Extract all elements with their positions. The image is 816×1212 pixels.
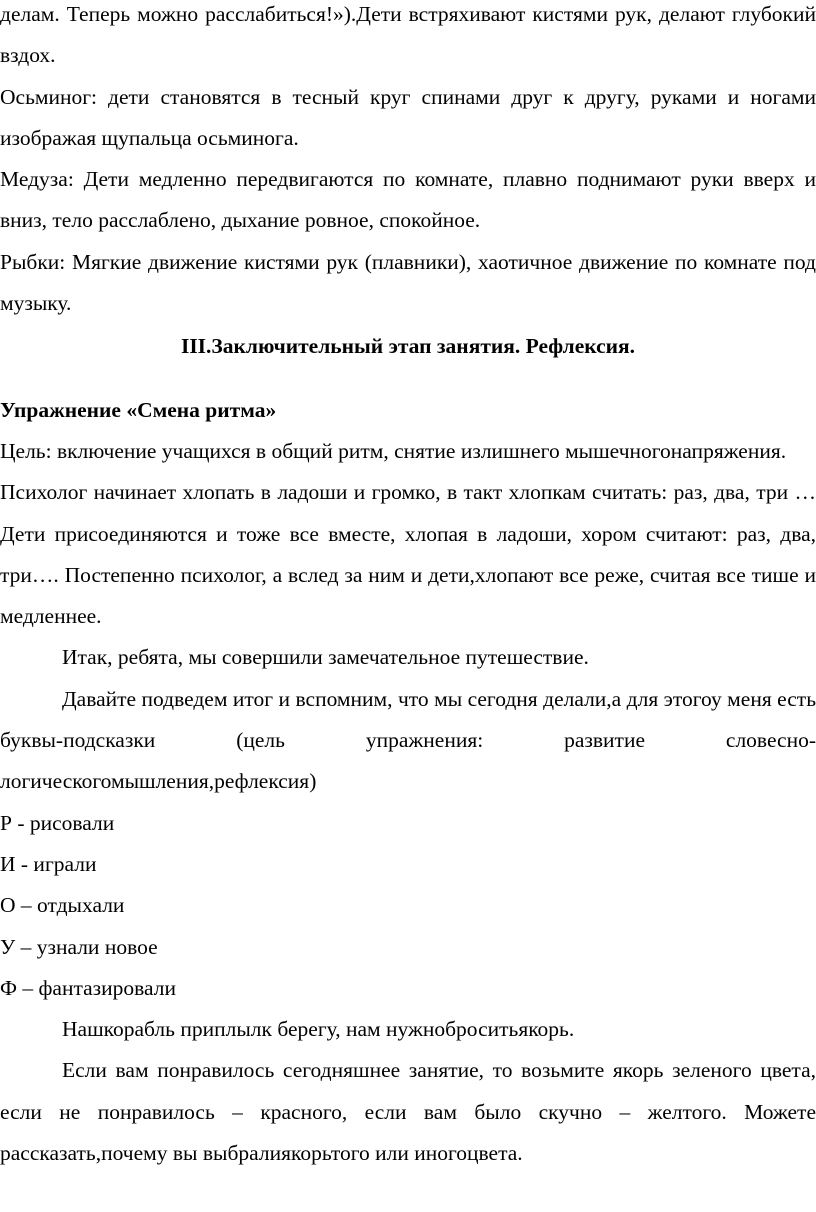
paragraph-fish: Рыбки: Мягкие движение кистями рук (плавники), хаотичное движение по комнате под музыку.	[0, 249, 816, 316]
paragraph-octopus: Осьминог: дети становятся в тесный круг спинами друг к другу, руками и ногами изображая щупальца осьминога.	[0, 84, 816, 150]
letter-hint-r: Р - рисовали	[0, 810, 115, 835]
paragraph-anchor: Если вам понравилось сегодняшнее занятие, то возьмите якорь зеленого цвета, если не понравилось – красного, если вам было скучно – желтого. Можете рассказать,почему вы выбралиякорьтого или иногоцвета.	[0, 1058, 816, 1166]
letter-hint-o: О – отдыхали	[0, 893, 125, 918]
letter-hint-u: У – узнали новое	[0, 934, 158, 959]
letter-hint-f: Ф – фантазировали	[0, 975, 176, 1000]
paragraph-ship: Нашкорабль приплылк берегу, нам нужноброситьякорь.	[62, 1017, 575, 1042]
exercise-title: Упражнение «Смена ритма»	[0, 397, 277, 422]
paragraph-journey: Итак, ребята, мы совершили замечательное путешествие.	[62, 645, 589, 670]
paragraph-clapping: Психолог начинает хлопать в ладоши и громко, в такт хлопкам считать: раз, два, три … Дети присоединяются и тоже все вместе, хлопая в ладоши, хором считают: раз, два, три…. Постепенно психолог, а вслед за ним и дети,хлопают все реже, считая все тише и медленнее.	[0, 480, 816, 629]
paragraph-jellyfish: Медуза: Дети медленно передвигаются по комнате, плавно поднимают руки вверх и вниз, тело расслаблено, дыхание ровное, спокойное.	[0, 167, 816, 233]
paragraph-summary: Давайте подведем итог и вспомним, что мы сегодня делали,а для этогоу меня есть буквы-подсказки (цель упражнения: развитие словесно-логическогомышления,рефлексия)	[0, 686, 816, 794]
paragraph-relaxation: делам. Теперь можно расслабиться!»).Дети встряхивают кистями рук, делают глубокий вздох.	[0, 2, 816, 68]
section-heading: III.Заключительный этап занятия. Рефлексия.	[180, 334, 636, 359]
paragraph-goal: Цель: включение учащихся в общий ритм, снятие излишнего мышечногонапряжения.	[0, 438, 787, 463]
letter-hint-i: И - играли	[0, 851, 97, 876]
